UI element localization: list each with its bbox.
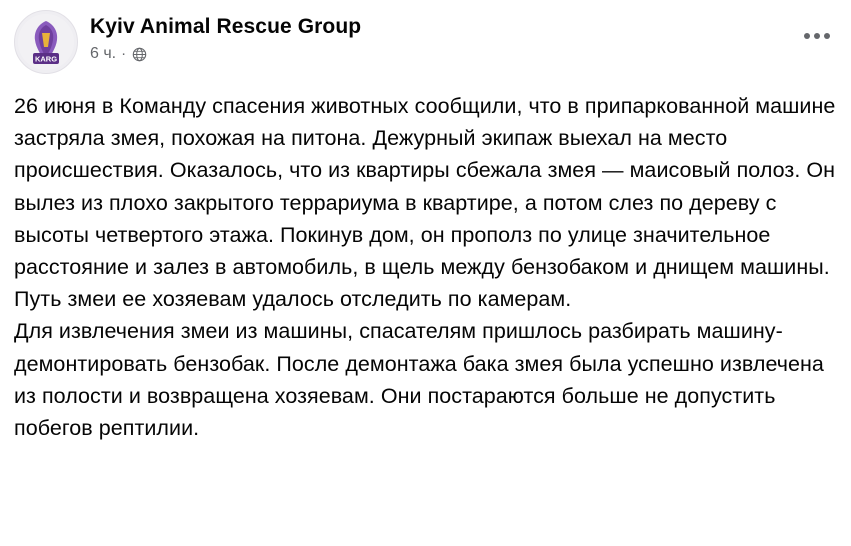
ellipsis-icon-dot-3 bbox=[824, 33, 830, 39]
post-text bbox=[14, 90, 837, 444]
meta-separator: · bbox=[121, 45, 127, 62]
svg-text:KARG: KARG bbox=[34, 54, 58, 64]
ellipsis-icon-dot-2 bbox=[814, 33, 820, 39]
post-header bbox=[14, 10, 837, 74]
post-timestamp[interactable]: 6 ч. bbox=[90, 45, 117, 62]
post-meta bbox=[90, 44, 361, 64]
post-paragraph: Для извлечения змеи из машины, спасателям пришлось разбирать машину- демонтировать бензобак. После демонтажа бака змея была успешно извлечена из полости и возвращена хозяевам. Они постараются больше не допустить побегов рептилии. bbox=[14, 319, 824, 441]
page-title[interactable]: Kyiv Animal Rescue Group bbox=[90, 15, 362, 38]
globe-icon[interactable] bbox=[131, 46, 147, 62]
avatar[interactable] bbox=[14, 10, 78, 74]
post-header-text bbox=[90, 10, 361, 64]
more-options-button[interactable] bbox=[799, 24, 835, 48]
ellipsis-icon-dot-1 bbox=[804, 33, 810, 39]
post-paragraph: 26 июня в Команду спасения животных сообщили, что в припаркованной машине застряла змея, похожая на питона. Дежурный экипаж выехал на место происшествия. Оказалось, что из квартиры сбежала змея — маисовый полоз. Он вылез из плохо закрытого террариума в квартире, а потом слез по дереву с высоты четвертого этажа. Покинув дом, он прополз по улице значительное расстояние и залез в автомобиль, в щель между бензобаком и днищем машины. Путь змеи ее хозяевам удалось отследить по камерам. bbox=[14, 94, 836, 312]
